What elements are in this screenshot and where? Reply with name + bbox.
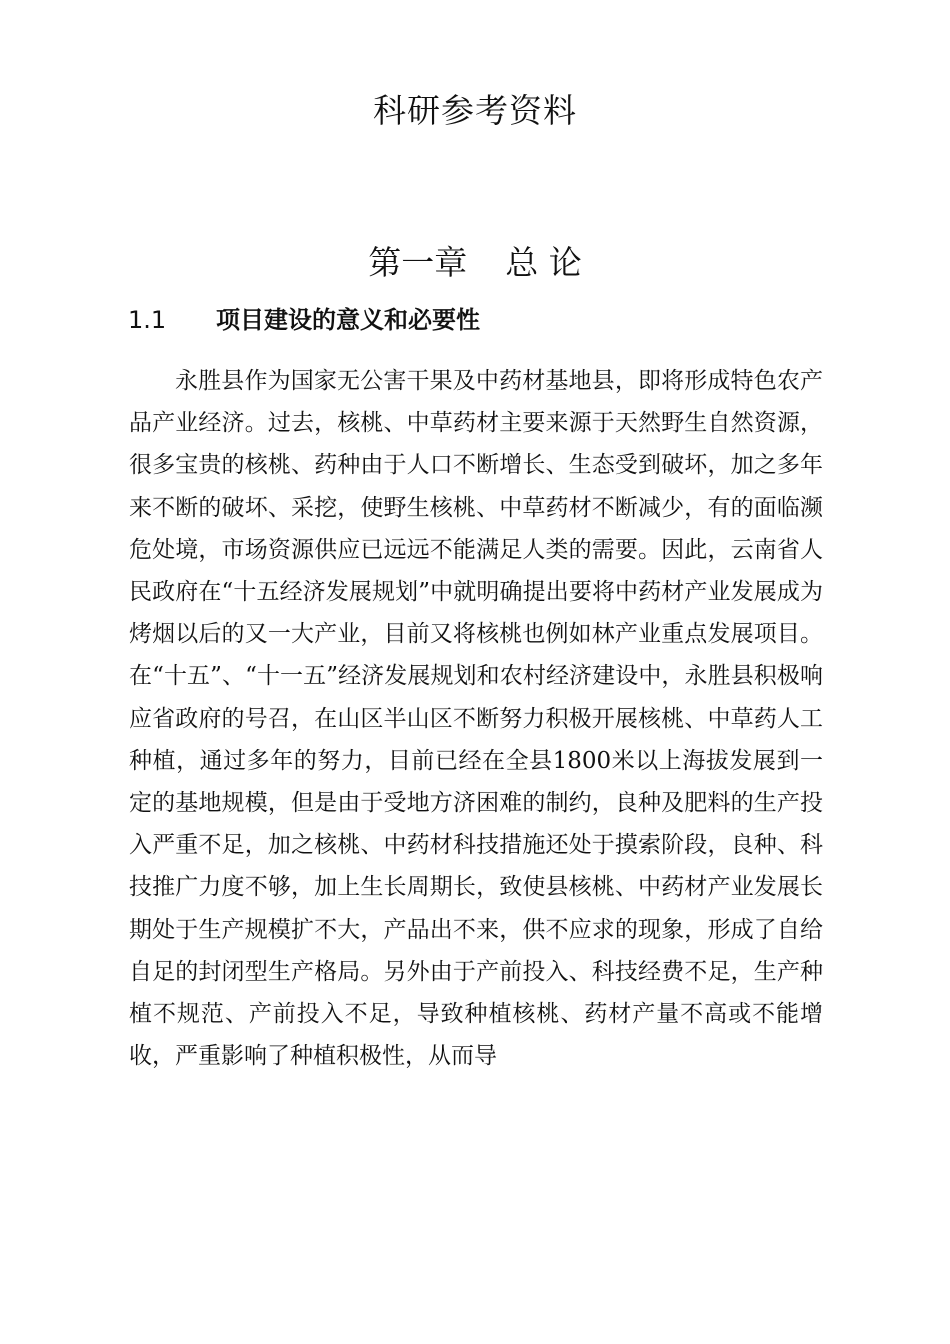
document-title: 科研参考资料 [373, 91, 577, 130]
section-title: 项目建设的意义和必要性 [216, 306, 480, 334]
body-paragraph: 永胜县作为国家无公害干果及中药材基地县，即将形成特色农产品产业经济。过去，核桃、中草药材主要来源于天然野生自然资源，很多宝贵的核桃、药种由于人口不断增长、生态受到破坏，加之多年来不断的破坏、采挖，使野生核桃、中草药材不断减少，有的面临濒危处境，市场资源供应已远远不能满足人类的需要。因此，云南省人民政府在“十五经济发展规划”中就明确提出要将中药材产业发展成为烤烟以后的又一大产业，目前又将核桃也例如林产业重点发展项目。在“十五”、“十一五”经济发展规划和农村经济建设中，永胜县积极响应省政府的号召，在山区半山区不断努力积极开展核桃、中草药人工种植，通过多年的努力，目前已经在全县1800米以上海拔发展到一定的基地规模，但是由于受地方济困难的制约，良种及肥料的生产投入严重不足，加之核桃、中药材科技措施还处于摸索阶段，良种、科技推广力度不够，加上生长周期长，致使县核桃、中药材产业发展长期处于生产规模扩不大，产品出不来，供不应求的现象，形成了自给自足的封闭型生产格局。另外由于产前投入、科技经费不足，生产种植不规范、产前投入不足，导致种植核桃、药材产量不高或不能增收，严重影响了种植积极性，从而导 [129, 368, 823, 1070]
section-number: 1.1 [128, 306, 167, 334]
chapter-name: 总 论 [505, 243, 582, 282]
section-heading [128, 300, 828, 340]
chapter-title [0, 238, 950, 288]
chapter-label: 第一章 [368, 243, 468, 282]
